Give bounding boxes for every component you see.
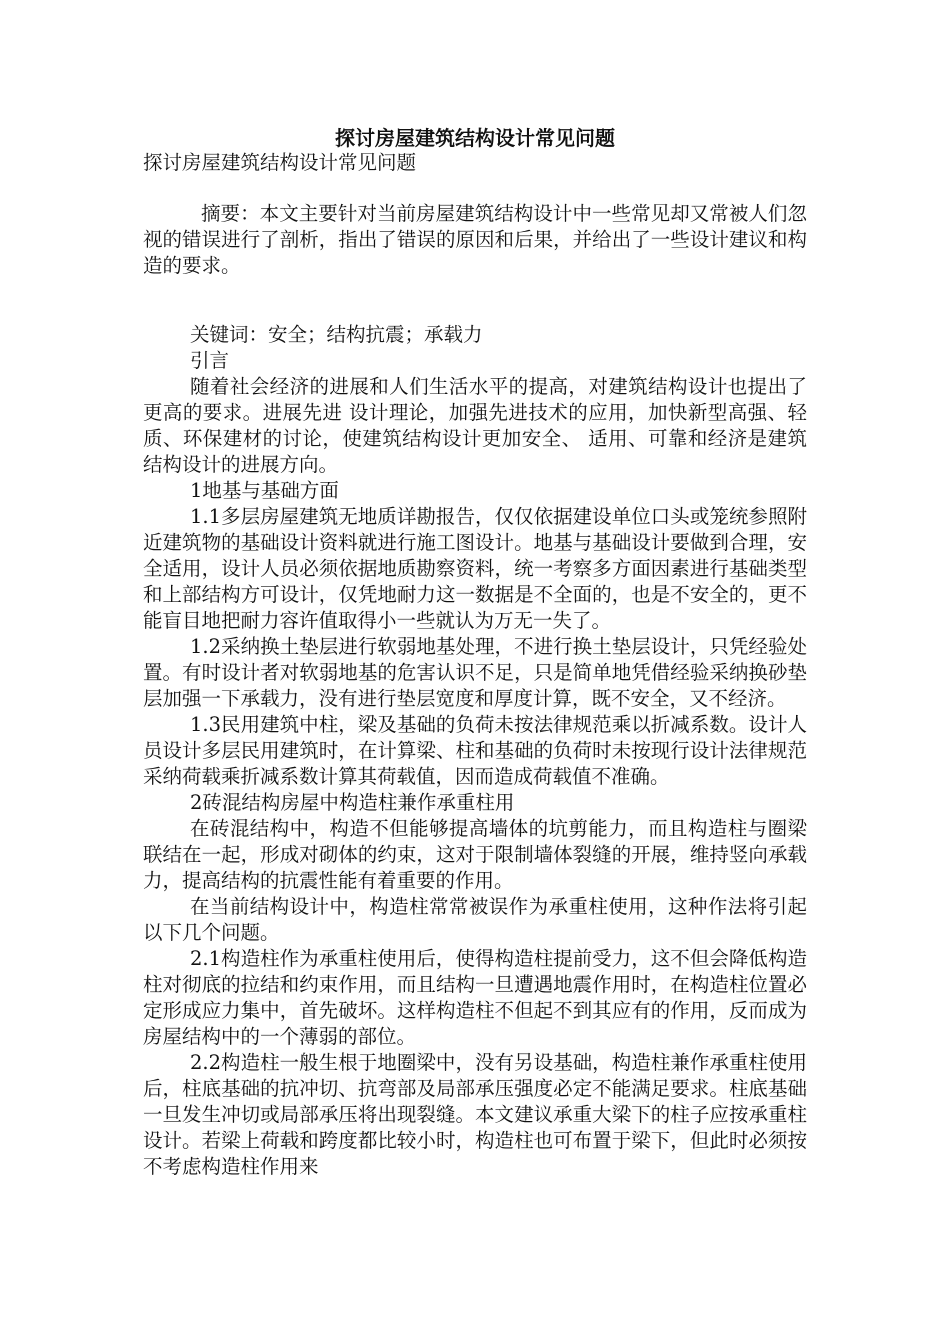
body-paragraph: 随着社会经济的进展和人们生活水平的提高，对建筑结构设计也提出了更高的要求。进展先进 设计理论，加强先进技术的应用，加快新型高强、轻质、环保建材的讨论，使建筑结构设计更加安全、 适用、可靠和经济是建筑结构设计的进展方向。: [143, 375, 807, 476]
section-heading-1: 1地基与基础方面: [190, 479, 339, 502]
body-paragraph: 在当前结构设计中，构造柱常常被误作为承重柱使用，这种作法将引起以下几个问题。: [143, 895, 807, 944]
body-text: [143, 322, 807, 1180]
body-paragraph: 1.1多层房屋建筑无地质详勘报告，仅仅依据建设单位口头或笼统参照附近建筑物的基础设计资料就进行施工图设计。地基与基础设计要做到合理，安全适用，设计人员必须依据地质勘察资料，统一考察多方面因素进行基础类型和上部结构方可设计，仅凭地耐力这一数据是不全面的，也是不安全的，更不能盲目地把耐力容许值取得小一些就认为万无一失了。: [143, 505, 807, 632]
section-heading-2: 2砖混结构房屋中构造柱兼作承重柱用: [190, 791, 515, 814]
body-paragraph: 1.3民用建筑中柱，梁及基础的负荷未按法律规范乘以折减系数。设计人员设计多层民用建筑时，在计算梁、柱和基础的负荷时未按现行设计法律规范采纳荷载乘折减系数计算其荷载值，因而造成荷载值不准确。: [143, 713, 807, 788]
body-paragraph: 2.1构造柱作为承重柱使用后，使得构造柱提前受力，这不但会降低构造柱对彻底的拉结和约束作用，而且结构一旦遭遇地震作用时，在构造柱位置必定形成应力集中，首先破坏。这样构造柱不但起不到其应有的作用，反而成为房屋结构中的一个薄弱的部位。: [143, 947, 807, 1048]
document-title: 探讨房屋建筑结构设计常见问题: [335, 126, 615, 150]
body-paragraph: 2.2构造柱一般生根于地圈梁中，没有另设基础，构造柱兼作承重柱使用后，柱底基础的抗冲切、抗弯部及局部承压强度必定不能满足要求。柱底基础一旦发生冲切或局部承压将出现裂缝。本文建议承重大梁下的柱子应按承重柱设计。若梁上荷载和跨度都比较小时，构造柱也可布置于梁下，但此时必须按不考虑构造柱作用来: [143, 1051, 807, 1178]
body-paragraph: 在砖混结构中，构造不但能够提高墙体的坑剪能力，而且构造柱与圈梁联结在一起，形成对砌体的约束，这对于限制墙体裂缝的开展，维持竖向承载力，提高结构的抗震性能有着重要的作用。: [143, 817, 807, 892]
abstract-paragraph: 摘要：本文主要针对当前房屋建筑结构设计中一些常见却又常被人们忽视的错误进行了剖析，指出了错误的原因和后果，并给出了一些设计建议和构造的要求。: [143, 202, 807, 277]
section-heading-introduction: 引言: [190, 349, 230, 372]
body-paragraph: 1.2采纳换土垫层进行软弱地基处理，不进行换土垫层设计，只凭经验处置。有时设计者对软弱地基的危害认识不足，只是简单地凭借经验采纳换砂垫层加强一下承载力，没有进行垫层宽度和厚度计算，既不安全，又不经济。: [143, 635, 807, 710]
document-subtitle: 探讨房屋建筑结构设计常见问题: [143, 151, 417, 174]
keywords-paragraph: 关键词：安全；结构抗震；承载力: [190, 323, 483, 346]
